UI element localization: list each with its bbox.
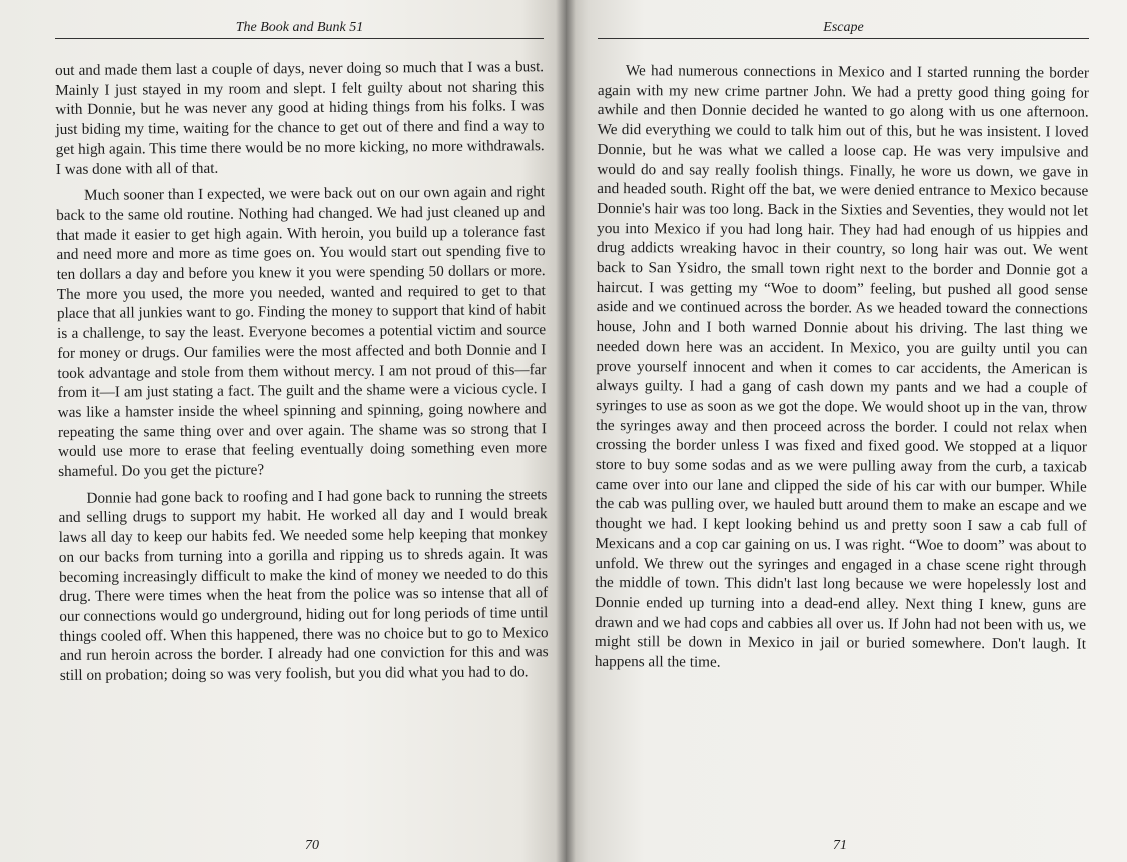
left-page-number: 70 (305, 838, 319, 853)
right-page-body (595, 61, 1089, 674)
right-page-number: 71 (833, 838, 847, 853)
left-running-head: The Book and Bunk 51 (55, 18, 544, 39)
right-paragraph-1: We had numerous connections in Mexico and I started running the border again with my new crime partner John. We had a pretty good thing going for awhile and then Donnie decided he wanted to go along with us one afternoon. We did everything we could to talk him out of this, but he was insistent. I loved Donnie, but he was what we called a loose cap. He was very impulsive and would do and say really foolish things. Finally, he wore us down, we gave in and headed south. Right off the bat, we were denied entrance to Mexico because Donnie's hair was too long. Back in the Sixties and Seventies, they would not let you into Mexico if you had long hair. They had had enough of us hippies and drug addicts wreaking havoc in their country, so long hair was out. We went back to San Ysidro, the small town right next to the border and Donnie got a haircut. I was getting my “Woe to doom” feeling, but pushed all good sense aside and we continued across the border. As we headed toward the connections house, John and I both warned Donnie about his driving. The last thing we needed down here was an accident. In Mexico, you are guilty until you can prove yourself innocent and when it comes to car accidents, the American is always guilty. I had a gang of cash down my pants and we had a couple of syringes to use as soon as we got the dope. We would shoot up in the van, throw the syringes away and then proceed across the border. I could not relax when crossing the border unless I was fixed and fixed good. We stopped at a liquor store to buy some sodas and as we were pulling away from the curb, a taxicab came over into our lane and clipped the side of his car with our bumper. While the cab was pulling over, we hauled butt around them to make an escape and we thought we had. I kept looking behind us and pretty soon I saw a cab full of Mexicans and a cop car gaining on us. I was right. “Woe to doom” was about to unfold. We threw out the syringes and engaged in a chase scene right through the middle of town. This didn't last long because we were hopelessly lost and Donnie ended up turning into a dead-end alley. Next thing I knew, guns are drawn and we had cops and cabbies all over us. If John had not been with us, we might still be down in Mexico in jail or buried somewhere. Don't laugh. It happens all the time. (594, 62, 1089, 671)
right-page (566, 0, 1127, 862)
left-paragraph-2: Much sooner than I expected, we were back out on our own again and right back to the same old routine. Nothing had changed. We had just cleaned up and that made it easier to get high again. With heroin, you build up a tolerance fast and need more and more as time goes on. You would start out spending five to ten dollars a day and before you knew it you were spending 50 dollars or more. The more you used, the more you needed, wanted and required to get to that place that all junkies want to go. Finding the money to support that kind of habit is a challenge, to say the least. Everyone becomes a potential victim and source for money or drugs. Our families were the most affected and both Donnie and I took advantage and stole from them without mercy. I am not proud of this—far from it—I am just stating a fact. The guilt and the shame were a vicious cycle. I was like a hamster inside the wheel spinning and spinning, going nowhere and repeating the same thing over and over again. The shame was so strong that I would use more to erase that feeling eventually doing something even more shameful. Do you get the picture? (56, 183, 548, 481)
left-paragraph-3: Donnie had gone back to roofing and I had gone back to running the streets and selling drugs to support my habit. He worked all day and I would break laws all day to keep our habits fed. We needed some help keeping that monkey on our backs from turning into a gorilla and ripping us to shreds again. It was becoming increasingly difficult to make the kind of money we needed to do this drug. There were times when the heat from the police was so intense that all of our connections would go underground, hiding out for long periods of time until things cooled off. When this happened, there was no choice but to go to Mexico and run heroin across the border. I already had one conviction for this and was still on probation; doing so was very foolish, but you did what you had to do. (58, 485, 549, 685)
book-gutter (556, 0, 576, 862)
right-running-head: Escape (598, 18, 1089, 39)
left-paragraph-1: out and made them last a couple of days, never doing so much that I was a bust. Mainly I just stayed in my room and slept. I felt guilty about not sharing this with Donnie, but he was never any good at hiding things from his folks. I was just biding my time, waiting for the chance to get out of there and find a way to get high again. This time there would be no more kicking, no more withdrawals. I was done with all of that. (55, 58, 545, 178)
left-page-body (55, 57, 549, 686)
